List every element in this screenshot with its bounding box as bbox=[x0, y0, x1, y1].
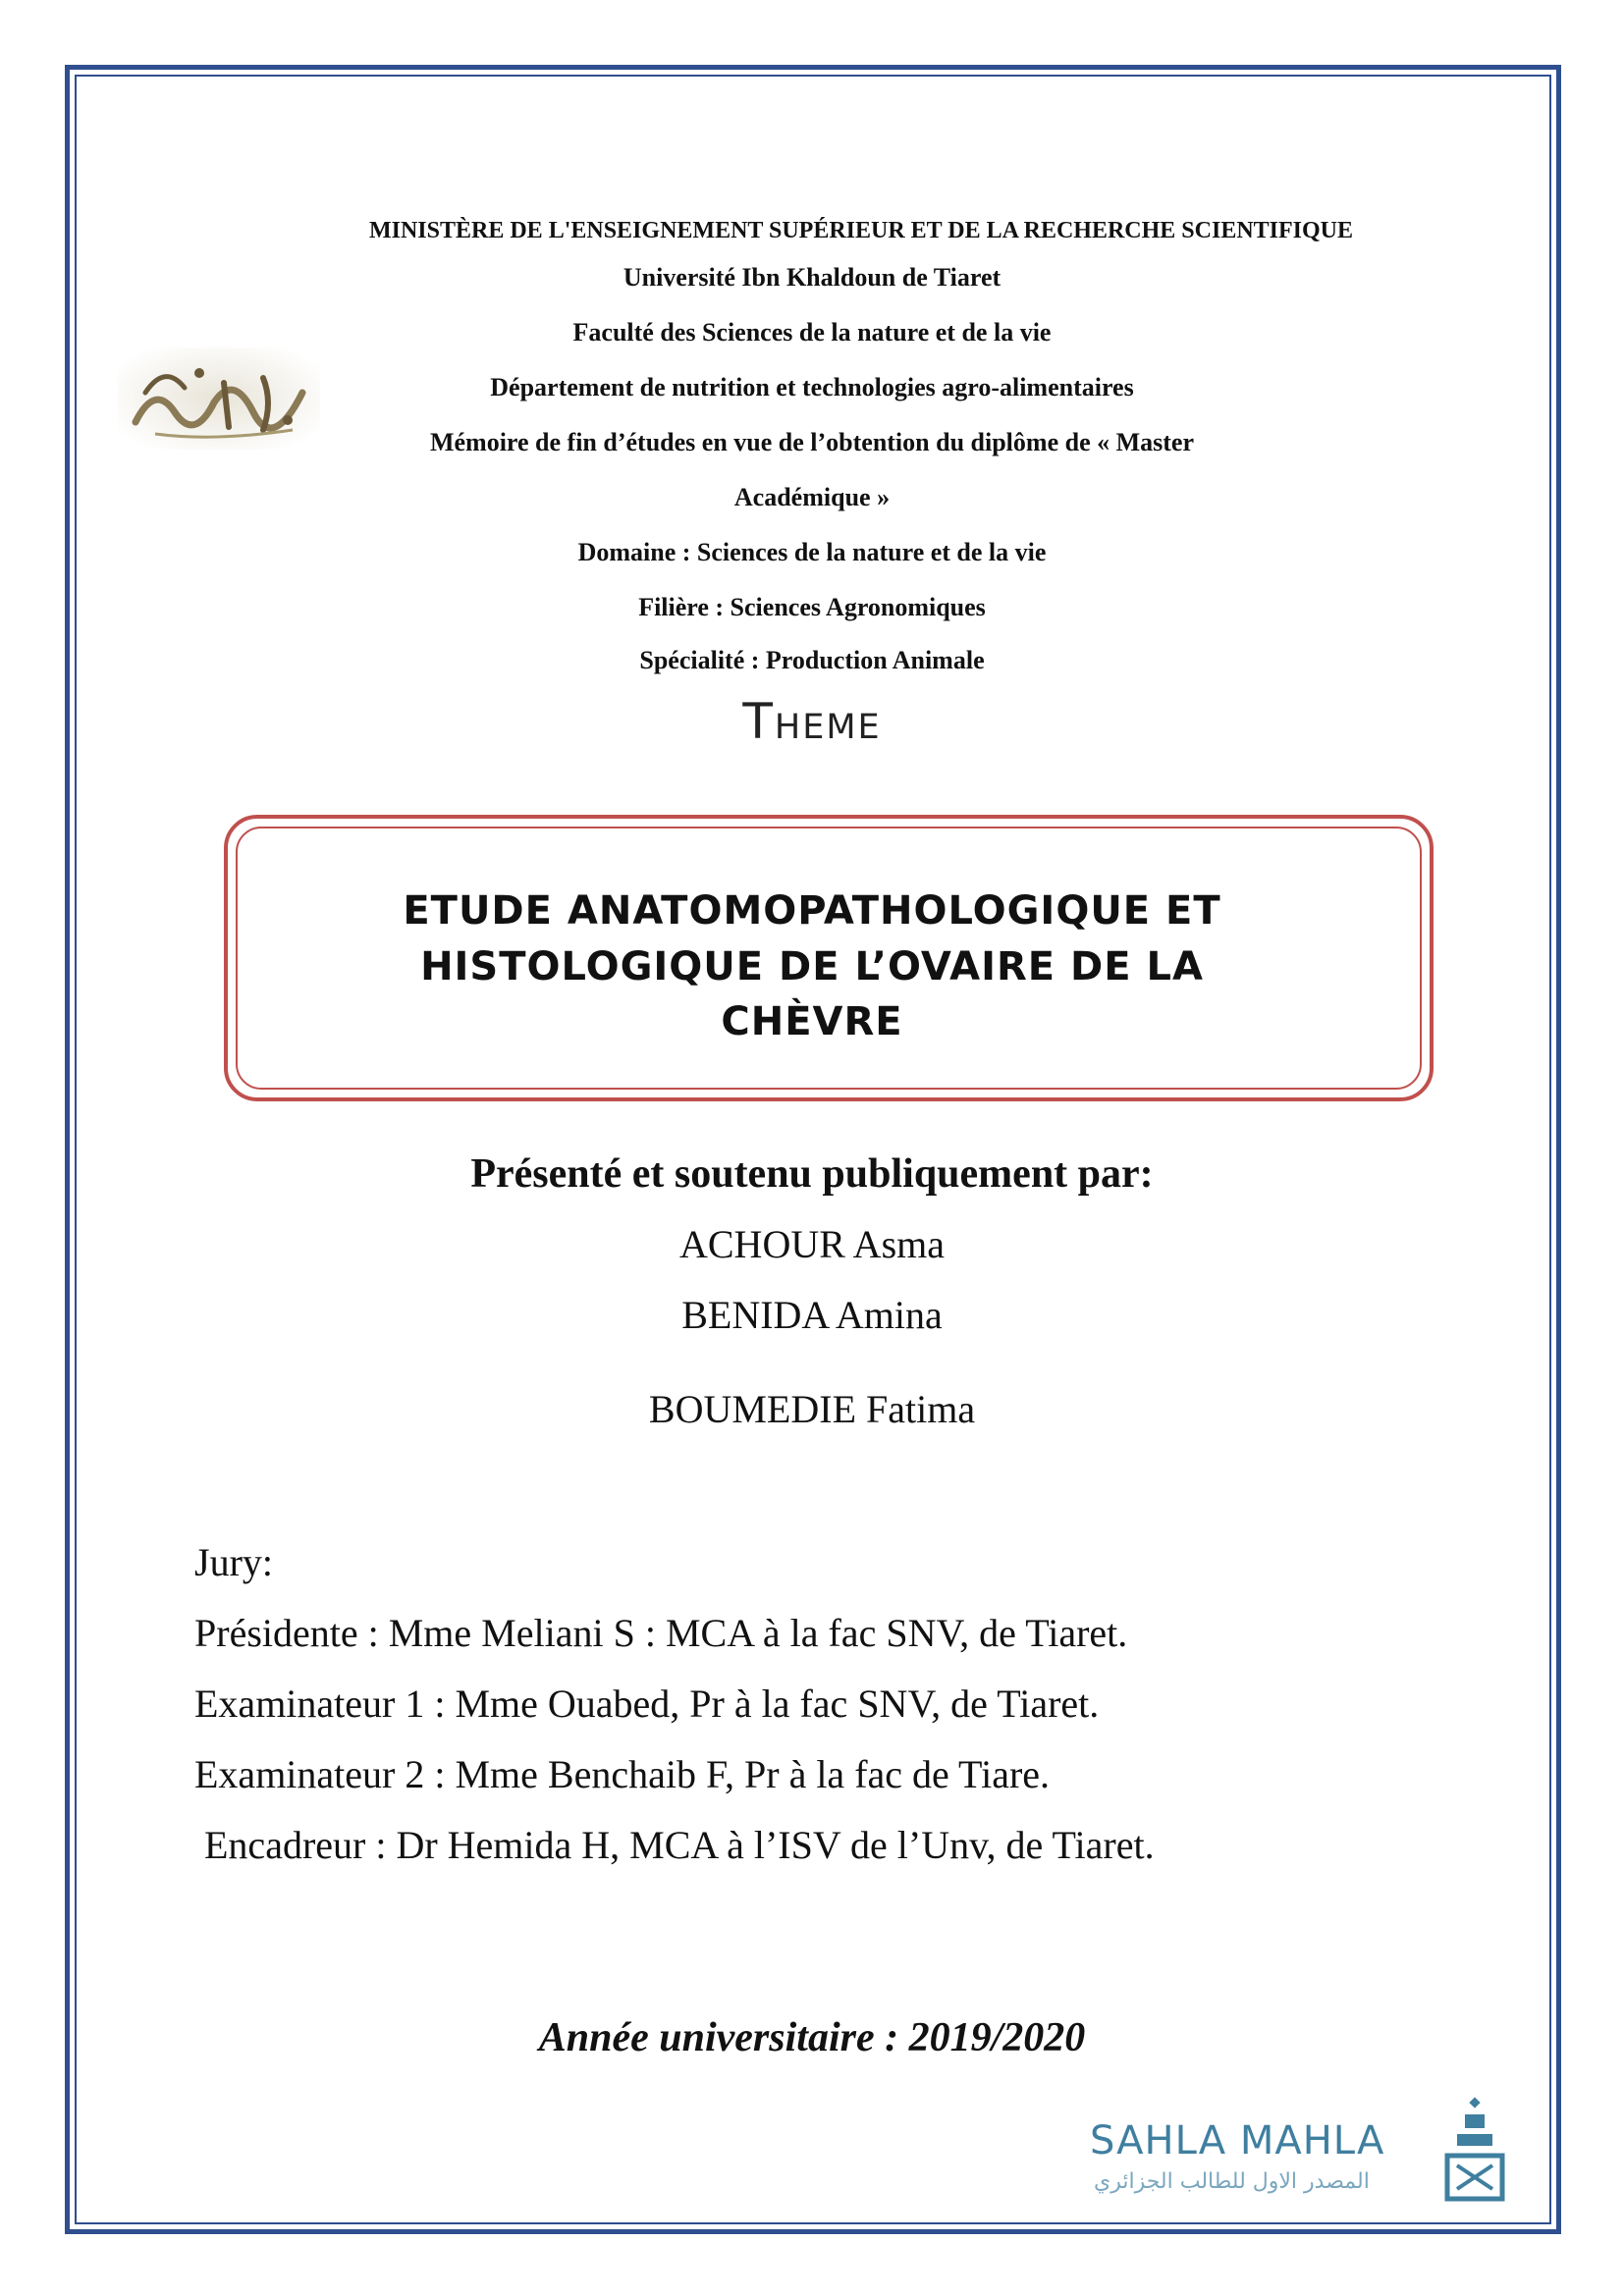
jury-examiner-1: Examinateur 1 : Mme Ouabed, Pr à la fac SNV, de Tiaret. bbox=[194, 1682, 1100, 1726]
academic-year: Année universitaire : 2019/2020 bbox=[538, 2015, 1086, 2060]
title-line-3: CHÈVRE bbox=[721, 999, 903, 1044]
watermark-name: SAHLA MAHLA bbox=[1090, 2118, 1385, 2163]
university-name: Université Ibn Khaldoun de Tiaret bbox=[623, 263, 1001, 292]
ministry-heading: MINISTÈRE DE L'ENSEIGNEMENT SUPÉRIEUR ET DE LA RECHERCHE SCIENTIFIQUE bbox=[368, 218, 1354, 243]
presented-by: Présenté et soutenu publiquement par: bbox=[470, 1151, 1154, 1197]
author-3: BOUMEDIE Fatima bbox=[648, 1387, 976, 1431]
theme-label: Theme bbox=[742, 693, 882, 750]
watermark-logo bbox=[1090, 2118, 1502, 2216]
university-calligraphy-logo bbox=[116, 344, 322, 454]
title-line-2: HISTOLOGIQUE DE L’OVAIRE DE LA bbox=[420, 944, 1204, 989]
jury-supervisor: Encadreur : Dr Hemida H, MCA à l’ISV de l’Unv, de Tiaret. bbox=[194, 1823, 1155, 1867]
watermark-icon bbox=[1443, 2097, 1508, 2205]
filiere: Filière : Sciences Agronomiques bbox=[638, 593, 986, 621]
author-1: ACHOUR Asma bbox=[678, 1222, 946, 1266]
title-line-1: ETUDE ANATOMOPATHOLOGIQUE ET bbox=[403, 888, 1221, 934]
jury-label: Jury: bbox=[194, 1540, 273, 1584]
jury-president: Présidente : Mme Meliani S : MCA à la fac SNV, de Tiaret. bbox=[194, 1611, 1128, 1655]
watermark-tagline: المصدر الاول للطالب الجزائري bbox=[1094, 2169, 1370, 2194]
faculty-name: Faculté des Sciences de la nature et de la vie bbox=[572, 318, 1052, 347]
author-2: BENIDA Amina bbox=[681, 1293, 943, 1337]
jury-examiner-2: Examinateur 2 : Mme Benchaib F, Pr à la fac de Tiare. bbox=[194, 1752, 1051, 1796]
memoire-line-2: Académique » bbox=[733, 483, 891, 511]
department-name: Département de nutrition et technologies agro-alimentaires bbox=[490, 373, 1134, 401]
specialite: Spécialité : Production Animale bbox=[639, 646, 985, 674]
domaine: Domaine : Sciences de la nature et de la vie bbox=[577, 538, 1047, 566]
memoire-line-1: Mémoire de fin d’études en vue de l’obtention du diplôme de « Master bbox=[429, 428, 1195, 456]
